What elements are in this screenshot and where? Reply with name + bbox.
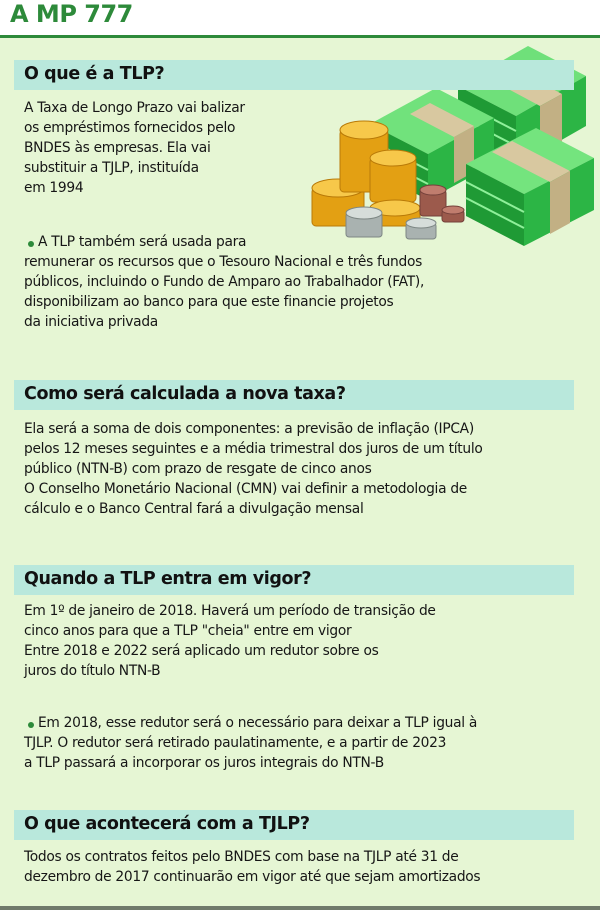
bullet-icon xyxy=(28,241,34,247)
paragraph-line: TJLP. O redutor será retirado paulatinamente, e a partir de 2023 xyxy=(24,735,447,751)
paragraph-line: BNDES às empresas. Ela vai xyxy=(24,140,211,156)
paragraph-line: Em 1º de janeiro de 2018. Haverá um período de transição de xyxy=(24,603,436,619)
section-heading-text: Como será calculada a nova taxa? xyxy=(24,384,346,404)
section-heading-text: Quando a TLP entra em vigor? xyxy=(24,569,312,589)
paragraph-line: pelos 12 meses seguintes e a média trimestral dos juros de um título xyxy=(24,441,483,457)
paragraph-line: disponibilizam ao banco para que este financie projetos xyxy=(24,294,394,310)
paragraph-line: os empréstimos fornecidos pelo xyxy=(24,120,236,136)
paragraph-line: a TLP passará a incorporar os juros integrais do NTN-B xyxy=(24,755,384,771)
paragraph-line: cálculo e o Banco Central fará a divulgação mensal xyxy=(24,501,364,517)
paragraph-line: público (NTN-B) com prazo de resgate de cinco anos xyxy=(24,461,372,477)
paragraph-line: Entre 2018 e 2022 será aplicado um redutor sobre os xyxy=(24,643,379,659)
section-heading-text: O que acontecerá com a TJLP? xyxy=(24,814,310,834)
content-panel xyxy=(0,38,600,908)
section-heading-text: O que é a TLP? xyxy=(24,64,165,84)
paragraph-line: Todos os contratos feitos pelo BNDES com base na TJLP até 31 de xyxy=(24,849,459,865)
paragraph-line: cinco anos para que a TLP "cheia" entre em vigor xyxy=(24,623,352,639)
bottom-divider xyxy=(0,906,600,910)
section-heading xyxy=(14,810,574,840)
page-title: A MP 777 xyxy=(10,0,133,28)
paragraph-line: públicos, incluindo o Fundo de Amparo ao Trabalhador (FAT), xyxy=(24,274,425,290)
paragraph-line: remunerar os recursos que o Tesouro Nacional e três fundos xyxy=(24,254,422,270)
paragraph-line: da iniciativa privada xyxy=(24,314,158,330)
paragraph-line: em 1994 xyxy=(24,180,84,196)
paragraph-line: Em 2018, esse redutor será o necessário para deixar a TLP igual à xyxy=(38,715,478,731)
paragraph-line: O Conselho Monetário Nacional (CMN) vai definir a metodologia de xyxy=(24,481,467,497)
paragraph-line: A Taxa de Longo Prazo vai balizar xyxy=(24,100,245,116)
bullet-icon xyxy=(28,722,34,728)
paragraph-line: A TLP também será usada para xyxy=(38,234,247,250)
paragraph-line: dezembro de 2017 continuarão em vigor até que sejam amortizados xyxy=(24,869,481,885)
section-heading xyxy=(14,380,574,410)
paragraph-line: juros do título NTN-B xyxy=(24,663,161,679)
section-heading xyxy=(14,565,574,595)
section-heading xyxy=(14,60,574,90)
paragraph-line: substituir a TJLP, instituída xyxy=(24,160,199,176)
paragraph-line: Ela será a soma de dois componentes: a previsão de inflação (IPCA) xyxy=(24,421,474,437)
